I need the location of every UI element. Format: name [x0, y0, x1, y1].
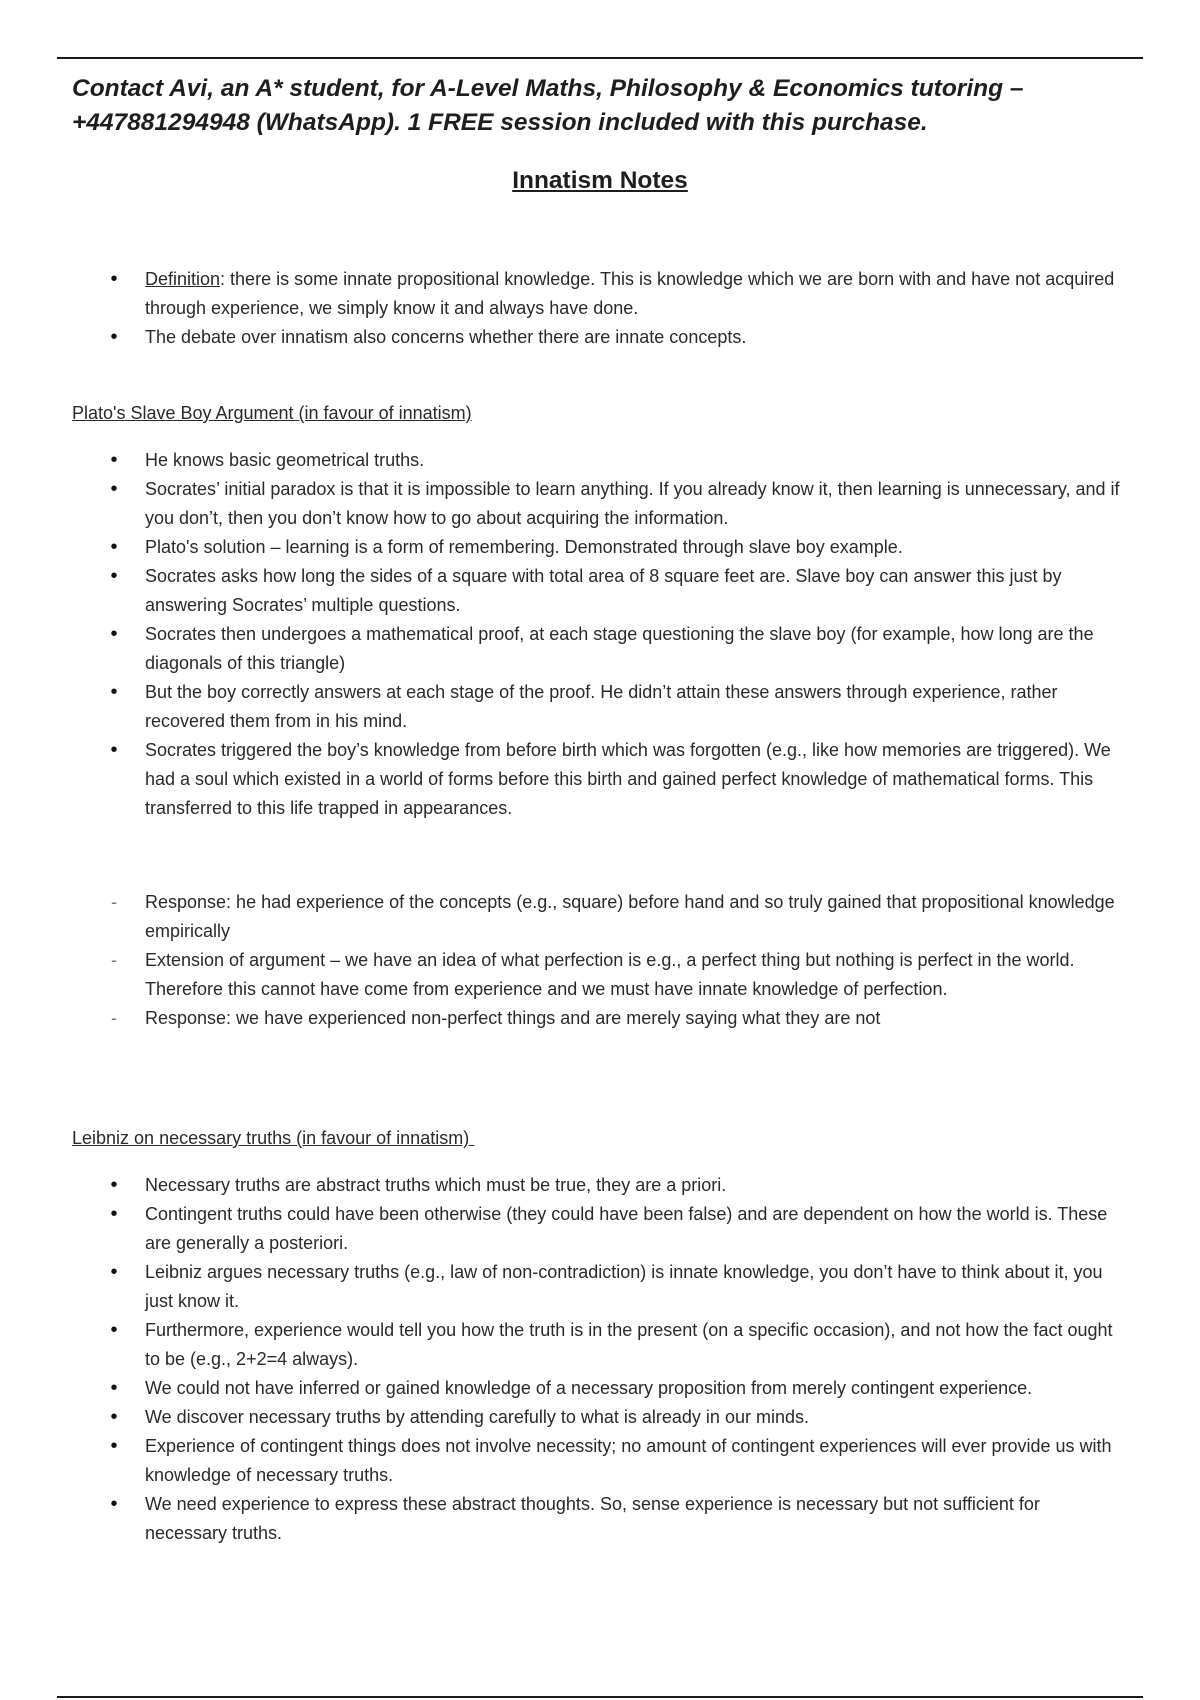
list-item-text: Necessary truths are abstract truths which must be true, they are a priori. [145, 1175, 727, 1195]
list-item-text: But the boy correctly answers at each stage of the proof. He didn’t attain these answers through experience, rather recovered them from in his mind. [145, 682, 1058, 731]
leibniz-bullet-list [0, 1171, 1200, 1548]
list-item [0, 562, 1125, 620]
section-heading-leibniz: Leibniz on necessary truths (in favour of innatism) [72, 1128, 475, 1148]
list-item [0, 1171, 1125, 1200]
tutoring-header: Contact Avi, an A* student, for A-Level Maths, Philosophy & Economics tutoring – +447881294948 (WhatsApp). 1 FREE session included with this purchase. [72, 75, 1024, 136]
bullet-marker [107, 1200, 121, 1229]
section-heading-plato: Plato's Slave Boy Argument (in favour of innatism) [72, 403, 472, 423]
list-item-text: Response: he had experience of the concepts (e.g., square) before hand and so truly gained that propositional knowledge empirically [145, 892, 1115, 941]
page-title: Innatism Notes [512, 167, 688, 194]
bullet-marker [107, 736, 121, 765]
bullet-marker [107, 446, 121, 475]
bullet-marker [107, 1403, 121, 1432]
bullet-marker [107, 1316, 121, 1345]
list-item-text: Socrates asks how long the sides of a square with total area of 8 square feet are. Slave boy can answer this just by answering Socrates’ multiple questions. [145, 566, 1062, 615]
intro-list [0, 265, 1200, 352]
list-item-text: Contingent truths could have been otherwise (they could have been false) and are dependent on how the world is. These are generally a posteriori. [145, 1204, 1108, 1253]
list-item-text: We could not have inferred or gained knowledge of a necessary proposition from merely contingent experience. [145, 1378, 1033, 1398]
bullet-marker [107, 533, 121, 562]
definition-text: : there is some innate propositional knowledge. This is knowledge which we are born with and have not acquired through experience, we simply know it and always have done. [145, 269, 1115, 318]
bullet-marker [107, 562, 121, 591]
list-item [0, 323, 1125, 352]
list-item [0, 265, 1125, 323]
list-item-text: Response: we have experienced non-perfect things and are merely saying what they are not [145, 1008, 881, 1028]
list-item [0, 1403, 1125, 1432]
list-item [0, 1374, 1125, 1403]
list-item-text: We discover necessary truths by attending carefully to what is already in our minds. [145, 1407, 809, 1427]
plato-bullet-list [0, 446, 1200, 823]
list-item-text: Socrates triggered the boy’s knowledge from before birth which was forgotten (e.g., like how memories are triggered). We had a soul which existed in a world of forms before this birth and gained perfect knowledge of mathematical forms. This transferred to this life trapped in appearances. [145, 740, 1111, 818]
dash-marker [107, 1004, 121, 1033]
plato-response-list [0, 888, 1200, 1033]
dash-marker [107, 946, 121, 975]
top-rule [57, 57, 1143, 59]
list-item-text: Socrates’ initial paradox is that it is impossible to learn anything. If you already know it, then learning is unnecessary, and if you don’t, then you don’t know how to go about acquiring the information. [145, 479, 1120, 528]
list-item [0, 1004, 1125, 1033]
list-item [0, 1432, 1125, 1490]
list-item-text: We need experience to express these abstract thoughts. So, sense experience is necessary but not sufficient for necessary truths. [145, 1494, 1040, 1543]
bullet-marker [107, 265, 121, 294]
list-item [0, 736, 1125, 823]
list-item [0, 946, 1125, 1004]
list-item [0, 1490, 1125, 1548]
bullet-marker [107, 1374, 121, 1403]
bullet-marker [107, 323, 121, 352]
list-item [0, 533, 1125, 562]
list-item-text: Leibniz argues necessary truths (e.g., law of non-contradiction) is innate knowledge, you don’t have to think about it, you just know it. [145, 1262, 1103, 1311]
list-item-text: Socrates then undergoes a mathematical proof, at each stage questioning the slave boy (for example, how long are the diagonals of this triangle) [145, 624, 1094, 673]
definition-term: Definition [145, 269, 221, 289]
list-item-text: Furthermore, experience would tell you how the truth is in the present (on a specific occasion), and not how the fact ought to be (e.g., 2+2=4 always). [145, 1320, 1113, 1369]
bullet-marker [107, 1171, 121, 1200]
dash-marker [107, 888, 121, 917]
list-item [0, 1316, 1125, 1374]
list-item-text: Extension of argument – we have an idea of what perfection is e.g., a perfect thing but nothing is perfect in the world. Therefore this cannot have come from experience and we must have innate knowledge of perfection. [145, 950, 1075, 999]
bullet-marker [107, 678, 121, 707]
list-item [0, 1200, 1125, 1258]
list-item-text: The debate over innatism also concerns whether there are innate concepts. [145, 327, 747, 347]
list-item [0, 446, 1125, 475]
bullet-marker [107, 1432, 121, 1461]
list-item-text: Plato's solution – learning is a form of remembering. Demonstrated through slave boy example. [145, 537, 903, 557]
list-item [0, 1258, 1125, 1316]
list-item [0, 475, 1125, 533]
bullet-marker [107, 1258, 121, 1287]
bullet-marker [107, 475, 121, 504]
list-item [0, 620, 1125, 678]
list-item [0, 678, 1125, 736]
list-item [0, 888, 1125, 946]
bottom-rule [57, 1696, 1143, 1698]
bullet-marker [107, 620, 121, 649]
list-item-text: He knows basic geometrical truths. [145, 450, 425, 470]
list-item-text: Experience of contingent things does not involve necessity; no amount of contingent experiences will ever provide us with knowledge of necessary truths. [145, 1436, 1112, 1485]
bullet-marker [107, 1490, 121, 1519]
